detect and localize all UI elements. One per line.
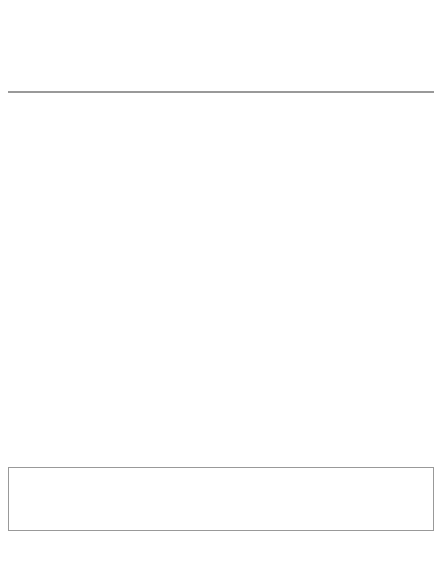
reporting-structure-table (8, 467, 434, 531)
channel-grid (8, 91, 434, 93)
